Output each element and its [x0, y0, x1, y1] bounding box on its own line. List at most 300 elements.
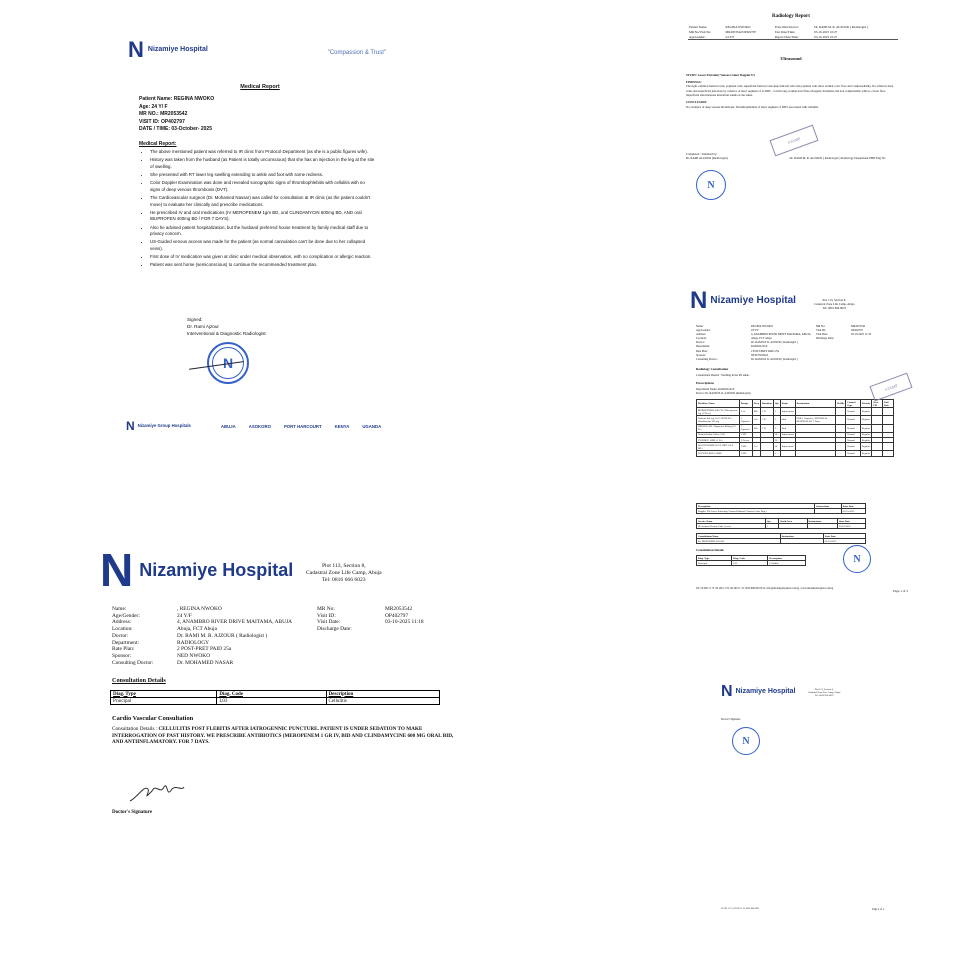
field-value: NED NWOKO: [751, 353, 769, 357]
column-header: Service Name: [697, 519, 766, 524]
column-header: Consultation Name: [697, 534, 781, 539]
field-value: [851, 358, 901, 362]
meta-line: Department Name: RADIOLOGY: [696, 388, 735, 391]
cell: BRUFEN 400 / Ibuprofen 400mg (10 Pc): [697, 424, 740, 432]
cell: 14: [773, 443, 780, 451]
prescriptions-title: Prescriptions: [696, 381, 715, 385]
cell: [795, 451, 836, 456]
field-label: [816, 358, 851, 362]
cell: [761, 443, 774, 451]
cell: 03-10-2025: [823, 539, 865, 544]
column-header: Description: [326, 691, 439, 698]
cell: [882, 424, 893, 432]
cell: Regular: [860, 424, 871, 432]
cell: [836, 424, 846, 432]
cell: Normal: [846, 408, 861, 416]
address-line: Tel: 0816 666 6023: [322, 576, 366, 583]
table-row: [697, 539, 866, 544]
column-header: Start Date: [823, 534, 865, 539]
table-row: [697, 561, 806, 566]
field-label: Name:: [112, 606, 127, 612]
patient-line: DATE / TIME: 03-October- 2025: [139, 126, 212, 133]
cell: REGINA NWOKO: [725, 25, 751, 30]
cell: 1 Pieces: [739, 437, 752, 442]
column-header: Route: [780, 400, 795, 408]
hospital-logo: [721, 683, 795, 701]
report-meta-table: [688, 25, 898, 40]
signature-label: Doctor's Signature: [721, 718, 741, 721]
field-label: Visit Date:: [317, 619, 341, 626]
cell: 1: [773, 416, 780, 424]
modality-title: Ultrasound: [780, 56, 802, 61]
address-line: Tel: 0816 666 6023: [814, 694, 834, 698]
cell: 03-10-2025 10:27: [814, 34, 838, 39]
stamp-icon: N: [696, 170, 726, 200]
page-number: Page 2 of 2: [872, 908, 884, 911]
column-header: Control Type: [846, 400, 861, 408]
field-label: Visit ID:: [317, 612, 336, 619]
field-value: Abuja, FCT Abuja: [751, 337, 772, 341]
location: PORT HARCOURT: [283, 424, 322, 430]
field-label: Location:: [696, 337, 707, 341]
patient-line: VISIT ID: OP402797: [139, 118, 185, 125]
cell: Prescribed Doctor:: [774, 25, 799, 30]
address-line: Cadastral Zone Life Camp, Abuja: [306, 569, 382, 576]
cell: [882, 443, 893, 451]
column-header: Start Date: [841, 504, 865, 509]
field-label: Age/Gender:: [696, 329, 711, 333]
cell: 14: [773, 432, 780, 437]
radiology-report-page: [676, 10, 906, 225]
cell: Doppler US Lower Extremity Venous Bilateral (Venous Color Dop.): [697, 509, 815, 514]
consultation-details: Consultation Details : Swelling in the RT ankle.: [696, 374, 750, 377]
conclusion-heading: CONCLUSION:: [686, 99, 708, 104]
cell: Normal: [846, 416, 861, 424]
page-two: [705, 675, 900, 920]
field-value: RADIOLOGY: [751, 345, 768, 349]
rect-stamp-icon: STAMP: [869, 373, 912, 402]
patient-info: [139, 96, 214, 134]
list-item: • The above mentioned patient was referred to IR clinic from Protocol Department (as she is a public figures wife).: [150, 149, 376, 156]
n-logo-icon: N: [126, 419, 135, 433]
signature-block: [187, 316, 266, 337]
field-value: [385, 626, 456, 633]
signature-scribble: [126, 777, 186, 807]
patient-grid: [696, 325, 911, 362]
cell: 03-10-2025: [841, 509, 865, 514]
cell: [836, 408, 846, 416]
header-row: [697, 400, 894, 408]
column-header: Instructions: [815, 504, 841, 509]
cardio-consultation-page: [96, 545, 456, 845]
cell: Normal: [846, 443, 861, 451]
field-label: [317, 646, 385, 653]
cell: [872, 408, 883, 416]
column-header: Qty: [773, 400, 780, 408]
column-header: End Date: [882, 400, 893, 408]
column-header: Description: [768, 556, 806, 561]
consult-table: [696, 533, 866, 544]
field-value: REGINA NWOKO: [751, 325, 773, 328]
cell: Patient Name:: [689, 25, 708, 30]
list-item: • First dose of IV medication was given at clinic under medical observation, with no complication or allergic reaction.: [150, 254, 376, 261]
cell: MR No/Visit No:: [689, 30, 712, 35]
page-footer: Tel: 09 290 11 75, 09 290 11 76, 09 290 11 74, 0816 666 6023 Fax: info@nizamiyehospital.com.ng | www.nizamiyehospital.com.ng: [696, 587, 834, 590]
field-label: Name:: [696, 325, 704, 328]
consultation-detail: [112, 726, 456, 746]
cell: ECPYNO ROLL 50ML: [697, 451, 740, 456]
cell: 1 ML: [739, 443, 752, 451]
cell: [872, 416, 883, 424]
field-value: [385, 653, 456, 660]
field-label: Doctor:: [112, 632, 129, 639]
cell: [836, 451, 846, 456]
cell: MEROPENEM 1GR (VL) Meropenem 1gr (1 Piece): [698, 408, 738, 415]
list-item: • US-Guided venous access was made for the patient (as normal cannulation can't be done due to her collapsed veins).: [150, 239, 376, 252]
field-label: Address:: [696, 333, 706, 337]
cell: Age/Gender:: [689, 34, 706, 39]
table-row: [697, 509, 866, 514]
doctor-signature-text: Dr. RAMI M. R. ALZOUR ( Radiologist ) Radiology Department PHD Eng No.: [789, 156, 886, 160]
cell: Intravenous: [780, 408, 795, 416]
list-item: • She presented with RT lower leg swelling extending to ankle and foot with some redness.: [150, 172, 376, 179]
cell: Principal: [111, 698, 217, 705]
service-table: [696, 518, 866, 529]
cell: Principal: [697, 561, 732, 566]
table-row: [688, 35, 898, 40]
prescription-meta: [696, 388, 751, 396]
n-logo-icon: N: [100, 545, 134, 596]
field-label: Visit Date:: [816, 333, 829, 337]
tagline: "Compassion & Trust": [327, 50, 386, 56]
patient-line: Patient Name: REGINA NWOKO: [139, 96, 215, 102]
validated-label: Completed / Validated by:: [686, 152, 718, 156]
report-body: [686, 71, 896, 109]
field-label: Department:: [112, 639, 139, 646]
cell: Oral: [780, 416, 795, 424]
cell: [836, 443, 846, 451]
group-name: Nizamiye Group Hospitals: [137, 423, 191, 429]
column-header: Tooth Area: [779, 519, 807, 524]
brand-name: Nizamiye Hospital: [139, 559, 294, 580]
field-label: Address:: [112, 619, 132, 626]
cell: [882, 451, 893, 456]
cell: 1: [773, 408, 780, 416]
field-label: Consulting Doctor:: [696, 357, 718, 361]
field-value: 2 POST-PRET PAID 25a: [177, 646, 232, 653]
field-label: Doctor:: [696, 341, 705, 345]
field-value: 24 Y/F: [177, 612, 192, 619]
column-header: Freq: [752, 400, 760, 408]
field-value: 24 Y/F: [751, 329, 759, 333]
column-header: Instructions: [807, 519, 837, 524]
cell: [795, 443, 836, 451]
cell: Dr. RAMI M. R. ALZOUR ( Radiologist ): [814, 25, 869, 30]
cell: Regular: [860, 432, 871, 437]
cell: MR2053542/OP402797: [725, 30, 757, 35]
meta-line: Doctor: Dr. RAMI M. R. AJZOUR (Radiologist): [696, 392, 751, 396]
brand-name: Nizamiye Hospital: [147, 46, 208, 54]
field-value: 4, ANAMBRO RIVER DRIVE MAITAMA, ABUJA: [751, 333, 811, 337]
cell: Regular: [860, 416, 871, 424]
hospital-address: [814, 298, 855, 310]
cell: Test Date/Time:: [774, 30, 796, 35]
field-label: Sponsor:: [696, 353, 706, 357]
signed-label: Signed:: [187, 317, 203, 322]
cell: 30: [773, 437, 780, 442]
list-item: • Patient was sent home (semiconscious) to continue the recommended treatment plan.: [150, 262, 376, 269]
field-label: Department:: [696, 345, 710, 349]
cell: Cellulitis: [326, 698, 439, 705]
table-row: [697, 524, 866, 529]
address-line: Cadastral Zone Life Camp, Abuja: [808, 691, 841, 695]
column-header: Medicine Name: [697, 400, 740, 408]
column-header: Duration: [761, 400, 774, 408]
detail-label: Consultation Details :: [112, 726, 159, 732]
field-value: Abuja, FCT Abuja: [177, 626, 217, 633]
cell: [882, 408, 893, 416]
field-label: [317, 633, 385, 640]
column-header: Dosage: [739, 400, 752, 408]
cell: [872, 443, 883, 451]
group-logo: [126, 420, 191, 433]
field-label: Discharge Date:: [816, 337, 835, 341]
field-label: [317, 640, 385, 647]
cell: BD: [752, 408, 760, 416]
cell: 1x2: [752, 416, 760, 424]
brand-name: Nizamiye Hospital: [735, 688, 796, 696]
field-value: [385, 646, 456, 653]
field-value: NED NWOKO: [177, 652, 211, 659]
field-value: [385, 660, 456, 667]
cv-title: Cardio Vascular Consultation: [112, 715, 194, 722]
field-value: MR2053542: [385, 606, 413, 612]
column-header: Diag. Code: [217, 691, 326, 698]
cell: IR Assisted Venous Cath. Access: [697, 524, 766, 529]
column-header: Refills: [836, 400, 846, 408]
list-item: • Color Doppler Examination was done and revealed sonographic signs of thrombophlebitis with cellulitis with no signs of deep venous thrombosis (DVT).: [150, 180, 376, 193]
column-header: Diag. Type: [697, 556, 732, 561]
cell: Cellulitis: [768, 561, 806, 566]
hospital-address: [306, 563, 382, 583]
field-label: Visit ID:: [816, 329, 826, 333]
location: KENYA: [334, 424, 350, 430]
cell: [780, 451, 795, 456]
location: ABUJA: [220, 424, 236, 430]
cell: [882, 416, 893, 424]
column-header: Next Fill: [872, 400, 883, 408]
field-value: 2 POST-PRET PAID 25a: [751, 349, 780, 353]
description-table: [696, 503, 866, 514]
cell: FOR 1 Capsules / BEFORE & BUSINESS OF 7 Days: [795, 416, 836, 424]
table-row: [697, 443, 894, 451]
cell: [752, 451, 760, 456]
validated-block: [686, 152, 728, 160]
location: ASOKORO: [248, 424, 271, 430]
stamp-icon: N: [843, 545, 871, 573]
cell: Dr. MOHAMED NASAR: [697, 539, 781, 544]
findings-text: The right common femoral vein, popliteal vein, superficial femoral vein deep femoral vein and popliteal vein show normal color flow and compressibility. No reflux in deep veins and superficial junctions by valsalva. A short segment of at DDT - 2.2cm long at ankle level fine echogenic thrombus and non compressible with no colour flow. Superficial subcutaneous interstitial edema at the ankle.: [686, 84, 894, 98]
stamp-icon: N: [732, 727, 760, 755]
cell: L03: [732, 561, 768, 566]
cell: Regular: [860, 437, 871, 442]
n-logo-icon: N: [128, 37, 144, 62]
field-label: MR No:: [816, 325, 826, 328]
field-value: MR2053542: [851, 325, 866, 328]
cell: Intravenous: [780, 443, 795, 451]
cell: SYRINGE 10ML (1 Pc): [697, 437, 740, 442]
table-row: [697, 451, 894, 456]
field-label: Rate Plan:: [112, 646, 135, 653]
conclusion-text: No evidence of deep venous thrombosis. Thrombophlebitis of short segment of DDT associated with cellulitis.: [686, 104, 819, 109]
medications-table: [696, 399, 894, 457]
signature-label: Doctor's Signature: [112, 810, 153, 815]
findings-list: [140, 149, 376, 270]
column-header: Instruction: [780, 534, 823, 539]
list-item: • Also he advised patient hospitalization, but the husband preferred house treatment by family medical staff due to privacy concern.: [150, 225, 376, 238]
cell: [815, 509, 841, 514]
field-label: Location:: [112, 626, 133, 633]
field-value: Dr. RAMI M. R. AJZOUR ( Radiologist ): [751, 357, 798, 361]
cell: [779, 524, 807, 529]
field-label: Discharge Date:: [317, 626, 352, 633]
cell: Normal: [846, 424, 861, 432]
cell: Normal: [846, 451, 861, 456]
study-line: STUDY: Lower Extremity Venous Colour Doppler US: [686, 73, 756, 77]
column-header: Start Date: [837, 519, 865, 524]
cell: [836, 416, 846, 424]
list-item: • The Cardiovascular surgeon (Dr. Mohamed Nassar) was called for consultation at IR clinic (as the patient couldn't move) to evaluate her clinically and prescribe medications.: [150, 195, 376, 208]
n-logo-icon: N: [690, 287, 708, 314]
cell: L03: [217, 698, 326, 705]
location: UGANDA: [362, 424, 382, 430]
page-number: Page 1 of 2: [893, 589, 908, 593]
hospital-logo: [690, 287, 796, 315]
field-value: Dr. RAMI M. R. AJZOUR ( Radiologist ): [177, 632, 268, 639]
cell: Oral: [780, 424, 795, 432]
header-row: [111, 691, 440, 698]
field-value: 4, ANAMBRO RIVER DRIVE MAITAMA, ABUJA: [177, 619, 293, 626]
cell: Regular: [860, 408, 871, 416]
field-label: Age/Gender:: [112, 612, 140, 619]
field-value: 03-10-2025 11:18: [851, 333, 872, 337]
patient-line: MR NO.: MR2053542: [139, 111, 188, 118]
cell: [807, 524, 837, 529]
doctor-role: Interventional & Diagnostic Radiologist: [187, 331, 266, 336]
field-value: , REGINA NWOKO: [177, 606, 222, 612]
cell: 1 ML: [739, 432, 752, 437]
report-title: Medical Report: [240, 84, 280, 90]
cell: [795, 424, 836, 432]
patient-line: Age: 24 Y/ F: [139, 103, 168, 110]
address-line: Plot 113, Section 8,: [814, 688, 834, 691]
cell: 7 D: [761, 408, 774, 416]
cell: 1: [765, 524, 778, 529]
cell: 1 Capsules: [739, 424, 752, 432]
field-label: [317, 653, 385, 660]
cell: BACIX NORMAN 0.9 (NET 0.9 6 ML): [697, 443, 740, 451]
medical-report-page: [110, 25, 410, 445]
column-header: Priority: [860, 400, 871, 408]
field-value: 03-10-2025 11:18: [385, 619, 424, 626]
address-line: Plot 113, Section 8,: [822, 298, 847, 302]
hospital-address: [808, 688, 840, 698]
cell: 1 Gr: [739, 408, 752, 416]
list-item: • He prescribed IV and oral medications (IV MEROPENEM 1gm BD, oral CLINDAMYCIN 600mg BD, AND oral IBUPROFEN 400mg BD / FOR 7 DAYS).: [150, 210, 376, 223]
field-value: OP402797: [385, 612, 409, 619]
cell: 1: [773, 424, 780, 432]
cell: Regular: [860, 443, 871, 451]
column-header: Instructions: [795, 400, 836, 408]
list-item: • History was taken from the husband (as Patient is totally unconscious) that she has an injection in the leg at the site of swelling.: [150, 157, 376, 170]
cell: [872, 424, 883, 432]
table-row: [697, 408, 894, 416]
column-header: Diag. Type: [111, 691, 217, 698]
cell: [795, 408, 836, 416]
address-line: Tel: 0816 666 6023: [822, 306, 846, 310]
column-header: Qty: [765, 519, 778, 524]
table-row: [697, 424, 894, 432]
field-label: [317, 660, 385, 667]
cell: 1 ML: [739, 451, 752, 456]
n-logo-icon: N: [721, 683, 733, 700]
cell: Normal: [846, 437, 861, 442]
cell: [761, 451, 774, 456]
field-value: OP402797: [851, 329, 863, 333]
cell: BD: [752, 424, 760, 432]
cell: 24 Y/F: [725, 34, 735, 39]
section-heading: Medical Report:: [139, 141, 177, 147]
table-row: [697, 416, 894, 424]
cell: Report Date/Time:: [774, 34, 799, 39]
cell: 03-10-2025 10:27: [814, 30, 838, 35]
cell: Regular: [860, 451, 871, 456]
cell: [780, 539, 823, 544]
cell: Normal: [846, 432, 861, 437]
cell: 03-10-2025: [837, 524, 865, 529]
cell: 7 D: [761, 416, 774, 424]
page-footer: 09 290 11 75, 09 290 11 76, 0816 666 6023: [721, 908, 760, 910]
field-value: Dr. MOHAMED NASAR: [177, 659, 234, 666]
address-line: Plot 113, Section 8,: [321, 563, 366, 569]
cell: Normal Saline 100cc (1 B): [697, 432, 740, 437]
locations: [221, 424, 381, 429]
brand-name: Nizamiye Hospital: [710, 294, 796, 306]
field-label: MR No:: [317, 606, 335, 612]
address-line: Cadastral Zone Life Camp, Abuja: [814, 302, 855, 306]
cell: 1x1: [752, 443, 760, 451]
table-row: [111, 698, 440, 705]
cell: [872, 451, 883, 456]
radiology-consultation-page: [686, 283, 916, 601]
field-value: RADIOLOGY: [177, 639, 210, 646]
doctor-name: Dr. Rami Ajzour: [187, 324, 219, 329]
field-label: Rate Plan:: [696, 349, 708, 353]
rect-stamp-icon: STAMP: [769, 125, 818, 157]
diagnosis-table: [110, 690, 440, 705]
detail-text: CELLULITIS POST FLEBITIS AFTER IATROGENNIC PUNCTURE. PATIENT IS UNDER SEDATION TO MAKE INTERROGATION OF PAST HISTORY. WE PRESCRIBE ANTIBIOTICS (MEROPENEM 1 GR IV, BID AND CLINDAMYCINE 600 MG ORAL BID, AND ANTIINFLAMATORY. FOR 7 DAYS.: [112, 726, 454, 746]
hospital-logo: [128, 37, 208, 63]
field-value: [385, 640, 456, 647]
cd-title: Consultation Details: [696, 548, 724, 552]
cell: 7 D: [761, 424, 774, 432]
validator-name: Dr. RAMI ALZOUR (Radiologist): [686, 156, 728, 161]
findings-heading: FINDINGS:: [686, 79, 702, 84]
report-title: Radiology Report: [772, 14, 810, 19]
cell: 1 Capsules: [739, 416, 752, 424]
cell: Intravenous: [781, 433, 794, 437]
cd-title: Consultation Details: [112, 677, 166, 684]
